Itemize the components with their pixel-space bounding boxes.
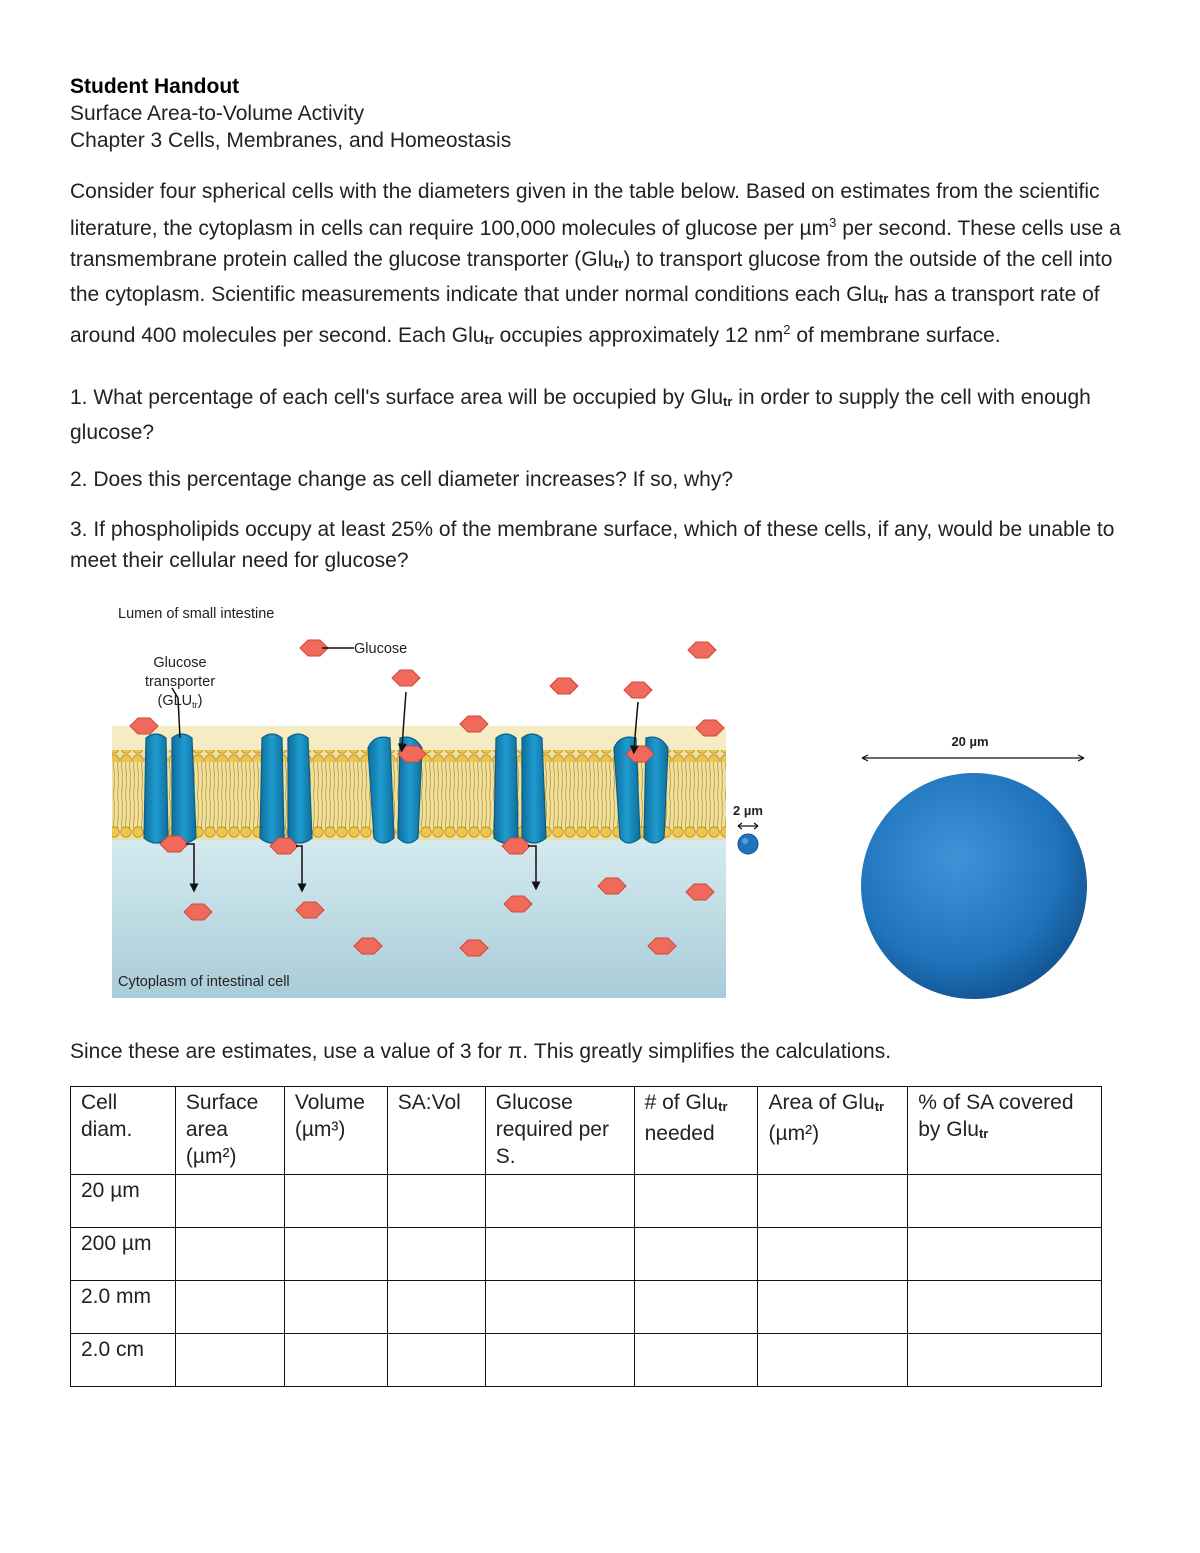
blank-cell[interactable]: [908, 1281, 1102, 1334]
blank-cell[interactable]: [485, 1281, 634, 1334]
chapter-line: Chapter 3 Cells, Membranes, and Homeostasis: [70, 129, 512, 152]
transporter-label-line1: Glucose: [153, 655, 207, 671]
blank-cell[interactable]: [634, 1175, 758, 1228]
header-surface-area: Surface area (µm²): [175, 1087, 284, 1175]
blank-cell[interactable]: [175, 1281, 284, 1334]
small-cell-size-label: 2 µm: [733, 803, 763, 818]
table-row: [71, 1175, 1102, 1228]
blank-cell[interactable]: [908, 1334, 1102, 1387]
transporter-label-line3: $(GLU_{tr})$: [157, 693, 203, 710]
handout-title: Student Handout: [70, 75, 240, 98]
glucose-transport-diagram: [108, 598, 832, 1016]
blank-cell[interactable]: [634, 1281, 758, 1334]
blank-cell[interactable]: [175, 1175, 284, 1228]
glucose-label: Glucose: [354, 641, 408, 657]
header-glucose-required: Glucose required per S.: [485, 1087, 634, 1175]
row-diameter: 2.0 mm: [71, 1281, 176, 1334]
blank-cell[interactable]: [387, 1175, 485, 1228]
row-diameter: 2.0 cm: [71, 1334, 176, 1387]
large-cell-figure: [852, 728, 1092, 1018]
blank-cell[interactable]: [284, 1175, 387, 1228]
blank-cell[interactable]: [284, 1334, 387, 1387]
blank-cell[interactable]: [908, 1175, 1102, 1228]
blank-cell[interactable]: [634, 1228, 758, 1281]
blank-cell[interactable]: [758, 1175, 908, 1228]
blank-cell[interactable]: [175, 1228, 284, 1281]
blank-cell[interactable]: [634, 1334, 758, 1387]
blank-cell[interactable]: [485, 1175, 634, 1228]
blank-cell[interactable]: [175, 1334, 284, 1387]
table-header-row: [71, 1087, 1102, 1175]
transporter-label-line2: transporter: [144, 674, 216, 690]
calculation-table: [70, 1086, 1102, 1387]
intro-paragraph: Consider four spherical cells with the diameters given in the table below. Based on estimates from the scientific literature, the cytoplasm in cells can require 100,000 molecules of glucose per µm$^3$ per second. These cells use a transmembrane protein called the glucose transporter (Glu$_{tr}$) to transport glucose from the outside of the cell into the cytoplasm. Scientific measurements indicate that under normal conditions each Glu$_{tr}$ has a transport rate of around 400 molecules per second. Each Glu$_{tr}$ occupies approximately 12 $nm^2$ of membrane surface.: [70, 180, 1121, 347]
blank-cell[interactable]: [758, 1334, 908, 1387]
pi-note: Since these are estimates, use a value of 3 for π. This greatly simplifies the calculations.: [70, 1040, 892, 1063]
blank-cell[interactable]: [387, 1281, 485, 1334]
blank-cell[interactable]: [908, 1228, 1102, 1281]
lumen-label: Lumen of small intestine: [118, 606, 275, 622]
blank-cell[interactable]: [387, 1334, 485, 1387]
blank-cell[interactable]: [284, 1281, 387, 1334]
row-diameter: 200 µm: [71, 1228, 176, 1281]
header-volume: Volume (µm³): [284, 1087, 387, 1175]
table-row: [71, 1281, 1102, 1334]
table-row: [71, 1334, 1102, 1387]
question-1: 1. What percentage of each cell's surface area will be occupied by Glu$_{tr}$ in order to supply the cell with enough glucose?: [70, 386, 1091, 444]
header-glu-needed: # of Glu$_{tr}$ needed: [634, 1087, 758, 1175]
cytoplasm-label: Cytoplasm of intestinal cell: [118, 974, 290, 990]
table-row: [71, 1228, 1102, 1281]
question-3: 3. If phospholipids occupy at least 25% of the membrane surface, which of these cells, if any, would be unable to meet their cellular need for glucose?: [70, 518, 1115, 572]
large-cell: [861, 773, 1087, 999]
blank-cell[interactable]: [284, 1228, 387, 1281]
header-glu-area: Area of Glu$_{tr}$ (µm²): [758, 1087, 908, 1175]
blank-cell[interactable]: [758, 1281, 908, 1334]
activity-subtitle: Surface Area-to-Volume Activity: [70, 102, 365, 125]
blank-cell[interactable]: [485, 1334, 634, 1387]
large-cell-size-label: 20 µm: [951, 734, 989, 749]
blank-cell[interactable]: [485, 1228, 634, 1281]
header-cell-diam: Cell diam.: [71, 1087, 176, 1175]
header-percent-covered: % of SA covered by Glu$_{tr}$: [908, 1087, 1102, 1175]
small-cell: [738, 834, 758, 854]
question-2: 2. Does this percentage change as cell diameter increases? If so, why?: [70, 468, 734, 491]
header-sa-vol: SA:Vol: [387, 1087, 485, 1175]
blank-cell[interactable]: [387, 1228, 485, 1281]
row-diameter: 20 µm: [71, 1175, 176, 1228]
blank-cell[interactable]: [758, 1228, 908, 1281]
